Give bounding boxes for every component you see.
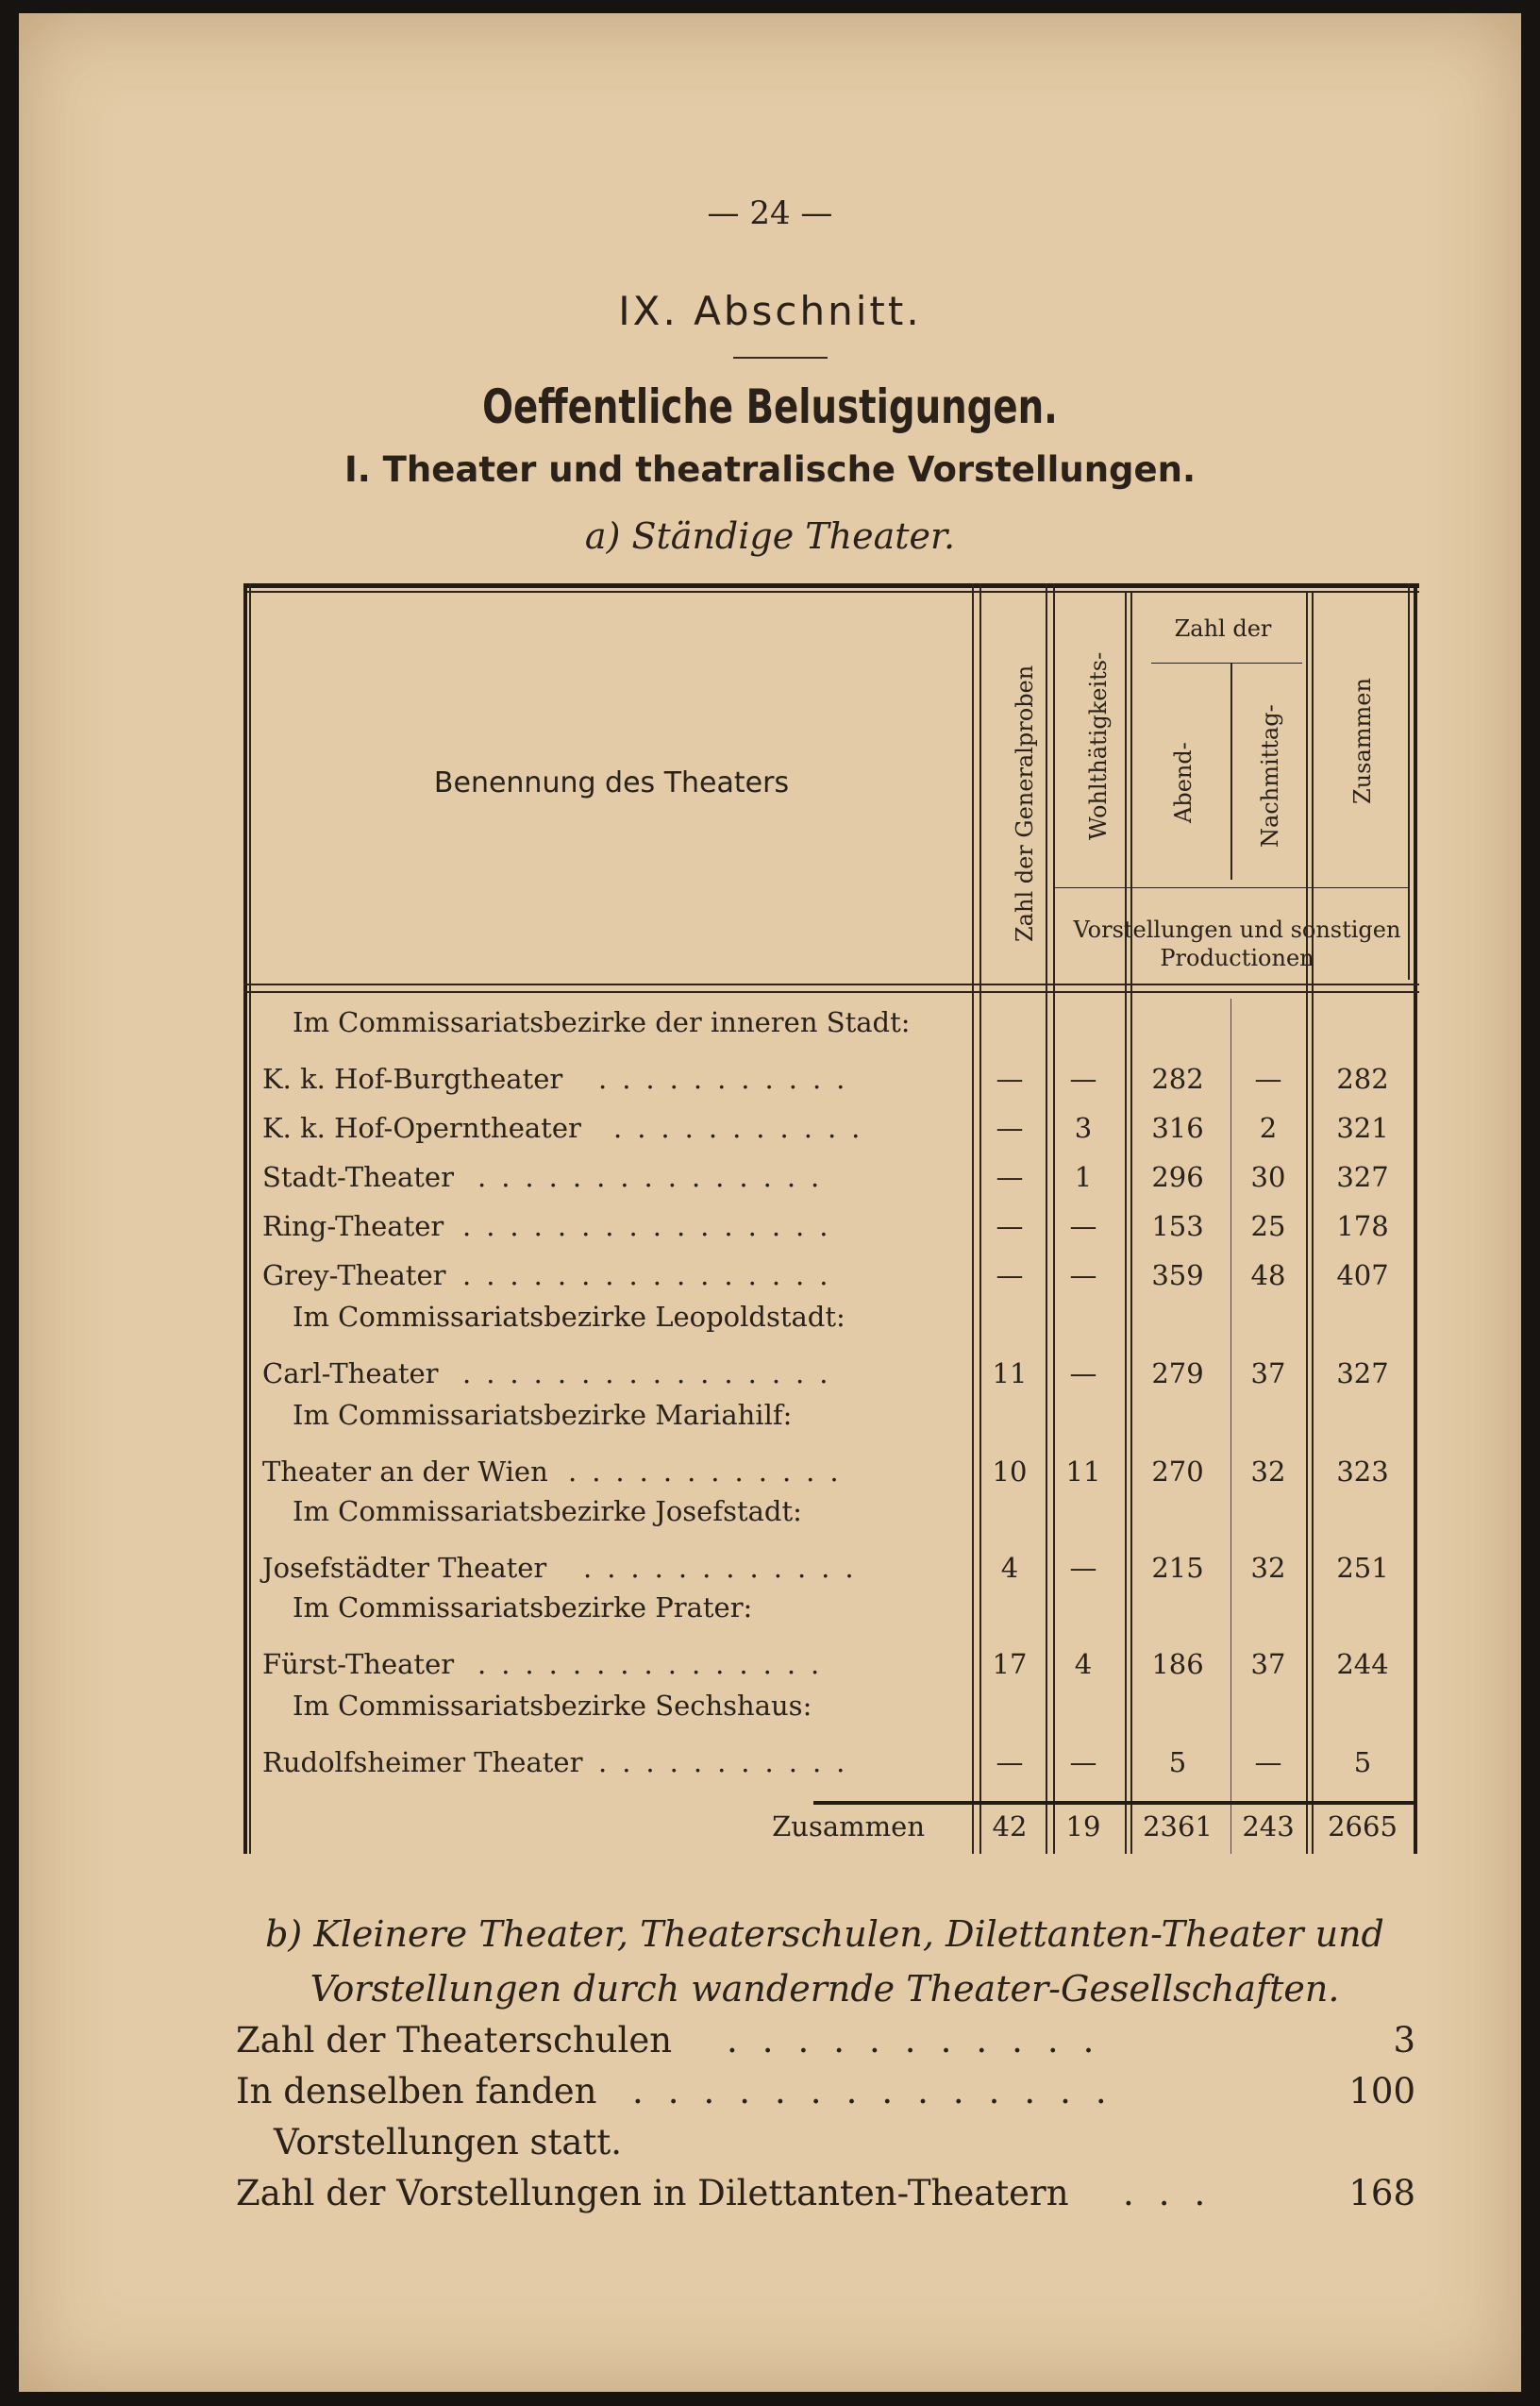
cell-wohlthaetigkeit: — — [1069, 1552, 1097, 1584]
cell-nachmittag: 37 — [1250, 1648, 1286, 1680]
row-name: Stadt-Theater — [262, 1161, 454, 1193]
stat-label: Zahl der Vorstellungen in Dilettanten-Theatern — [236, 2173, 1069, 2213]
cell-nachmittag: 2 — [1259, 1112, 1278, 1144]
cell-zusammen: 321 — [1336, 1112, 1389, 1144]
cell-zusammen: 323 — [1336, 1455, 1389, 1488]
cell-abend: 270 — [1151, 1455, 1204, 1488]
cell-wohlthaetigkeit: 3 — [1074, 1112, 1093, 1144]
cell-nachmittag: 37 — [1250, 1357, 1286, 1389]
row-name: Ring-Theater — [262, 1210, 444, 1242]
header-vorstellungen: Vorstellungen und sonstigen Productionen — [1073, 917, 1401, 971]
cell-abend: 279 — [1151, 1357, 1204, 1389]
cell-generalproben: 17 — [992, 1648, 1028, 1680]
stat-value: 100 — [1348, 2071, 1415, 2112]
cell-zusammen: 327 — [1336, 1161, 1389, 1193]
table-row: Fürst-Theater ............... 17 4 186 37 244 — [0, 1640, 1540, 1690]
cell-wohlthaetigkeit: — — [1069, 1210, 1097, 1242]
row-name: Theater an der Wien — [262, 1455, 548, 1488]
cell-nachmittag: 30 — [1250, 1161, 1286, 1193]
cell-nachmittag: 32 — [1250, 1455, 1286, 1488]
total-abend: 2361 — [1143, 1810, 1213, 1842]
cell-nachmittag: 25 — [1250, 1210, 1286, 1242]
total-wohl: 19 — [1065, 1810, 1101, 1842]
stat-label: Zahl der Theaterschulen — [236, 2020, 673, 2061]
subheading: I. Theater und theatralische Vorstellungen. — [343, 449, 1197, 490]
total-row — [0, 1803, 1540, 1852]
cell-nachmittag: 32 — [1250, 1552, 1286, 1584]
total-nachm: 243 — [1242, 1810, 1295, 1842]
district-label: Im Commissariatsbezirke Prater: — [293, 1591, 753, 1624]
cell-generalproben: 4 — [1000, 1552, 1019, 1584]
cell-generalproben: 10 — [992, 1455, 1028, 1488]
total-gen: 42 — [992, 1810, 1028, 1842]
page-number: — 24 — — [707, 194, 833, 232]
cell-wohlthaetigkeit: 4 — [1074, 1648, 1093, 1680]
table-row: Ring-Theater ................ — — 153 25 178 — [0, 1203, 1540, 1252]
district-label: Im Commissariatsbezirke Leopoldstadt: — [293, 1301, 845, 1333]
stat-label: Vorstellungen statt. — [274, 2122, 622, 2162]
row-name: Carl-Theater — [262, 1357, 439, 1389]
district-label: Im Commissariatsbezirke der inneren Stadt: — [293, 1006, 911, 1038]
cell-zusammen: 251 — [1336, 1552, 1389, 1584]
cell-abend: 282 — [1151, 1063, 1204, 1095]
cell-wohlthaetigkeit: — — [1069, 1063, 1097, 1095]
header-zusammen: Zusammen — [1349, 678, 1376, 804]
cell-abend: 153 — [1151, 1210, 1204, 1242]
table-row: Carl-Theater ................ 11 — 279 37 327 — [0, 1350, 1540, 1399]
table-row: Rudolfsheimer Theater ........... — — 5 — 5 — [0, 1739, 1540, 1788]
cell-wohlthaetigkeit: — — [1069, 1259, 1097, 1291]
row-name: Josefstädter Theater — [262, 1552, 547, 1584]
header-zahl-der: Zahl der — [1174, 615, 1272, 642]
cell-wohlthaetigkeit: 1 — [1074, 1161, 1093, 1193]
divider — [733, 357, 828, 359]
cell-generalproben: 11 — [992, 1357, 1028, 1389]
table-row: K. k. Hof-Burgtheater ........... — — 282 — 282 — [0, 1055, 1540, 1104]
cell-abend: 5 — [1168, 1746, 1187, 1778]
header-wohlthaetigkeit: Wohlthätigkeits- — [1085, 651, 1112, 840]
row-name: K. k. Hof-Operntheater — [262, 1112, 581, 1144]
cell-abend: 316 — [1151, 1112, 1204, 1144]
stat-label: In denselben fanden — [236, 2071, 597, 2112]
row-name: K. k. Hof-Burgtheater — [262, 1063, 563, 1095]
row-name: Grey-Theater — [262, 1259, 446, 1291]
header-nachmittag: Nachmittag- — [1257, 704, 1283, 848]
cell-generalproben: — — [996, 1063, 1024, 1095]
cell-abend: 359 — [1151, 1259, 1204, 1291]
cell-zusammen: 5 — [1353, 1746, 1372, 1778]
cell-abend: 186 — [1151, 1648, 1204, 1680]
cell-abend: 296 — [1151, 1161, 1204, 1193]
cell-zusammen: 178 — [1336, 1210, 1389, 1242]
table-row: Grey-Theater ................ — — 359 48 407 — [0, 1252, 1540, 1301]
cell-zusammen: 244 — [1336, 1648, 1389, 1680]
stat-value: 3 — [1393, 2020, 1415, 2061]
stat-value: 168 — [1348, 2173, 1415, 2213]
table-row: K. k. Hof-Operntheater ........... — 3 316 2 321 — [0, 1104, 1540, 1153]
page-heading: Oeffentliche Belustigungen. — [482, 379, 1058, 434]
total-zus: 2665 — [1328, 1810, 1398, 1842]
cell-nachmittag: — — [1254, 1746, 1282, 1778]
cell-wohlthaetigkeit: — — [1069, 1357, 1097, 1389]
cell-generalproben: — — [996, 1746, 1024, 1778]
cell-nachmittag: 48 — [1250, 1259, 1286, 1291]
cell-zusammen: 282 — [1336, 1063, 1389, 1095]
district-label: Im Commissariatsbezirke Mariahilf: — [293, 1399, 793, 1431]
cell-generalproben: — — [996, 1161, 1024, 1193]
header-generalproben: Zahl der Generalproben — [1012, 665, 1038, 942]
header-abend: Abend- — [1170, 742, 1197, 823]
district-label: Im Commissariatsbezirke Sechshaus: — [293, 1690, 812, 1722]
cell-generalproben: — — [996, 1112, 1024, 1144]
section-title: IX. Abschnitt. — [618, 288, 922, 334]
row-name: Fürst-Theater — [262, 1648, 455, 1680]
cell-abend: 215 — [1151, 1552, 1204, 1584]
subsection-b-title: b) Kleinere Theater, Theaterschulen, Dilettanten-Theater und Vorstellungen durch wandernde Theater-Gesellschaften. — [265, 1913, 1384, 2010]
cell-wohlthaetigkeit: 11 — [1065, 1455, 1101, 1488]
table-row: Stadt-Theater ............... — 1 296 30 327 — [0, 1153, 1540, 1203]
cell-generalproben: — — [996, 1259, 1024, 1291]
district-label: Im Commissariatsbezirke Josefstadt: — [293, 1495, 802, 1527]
header-name: Benennung des Theaters — [433, 766, 790, 799]
cell-zusammen: 407 — [1336, 1259, 1389, 1291]
row-name: Rudolfsheimer Theater — [262, 1746, 583, 1778]
subsection-a-title: a) Ständige Theater. — [584, 515, 956, 557]
cell-nachmittag: — — [1254, 1063, 1282, 1095]
cell-wohlthaetigkeit: — — [1069, 1746, 1097, 1778]
cell-zusammen: 327 — [1336, 1357, 1389, 1389]
table-row: Josefstädter Theater ............ 4 — 215 32 251 — [0, 1544, 1540, 1593]
table-row: Theater an der Wien ............ 10 11 270 32 323 — [0, 1448, 1540, 1497]
cell-generalproben: — — [996, 1210, 1024, 1242]
total-label: Zusammen — [772, 1810, 925, 1842]
